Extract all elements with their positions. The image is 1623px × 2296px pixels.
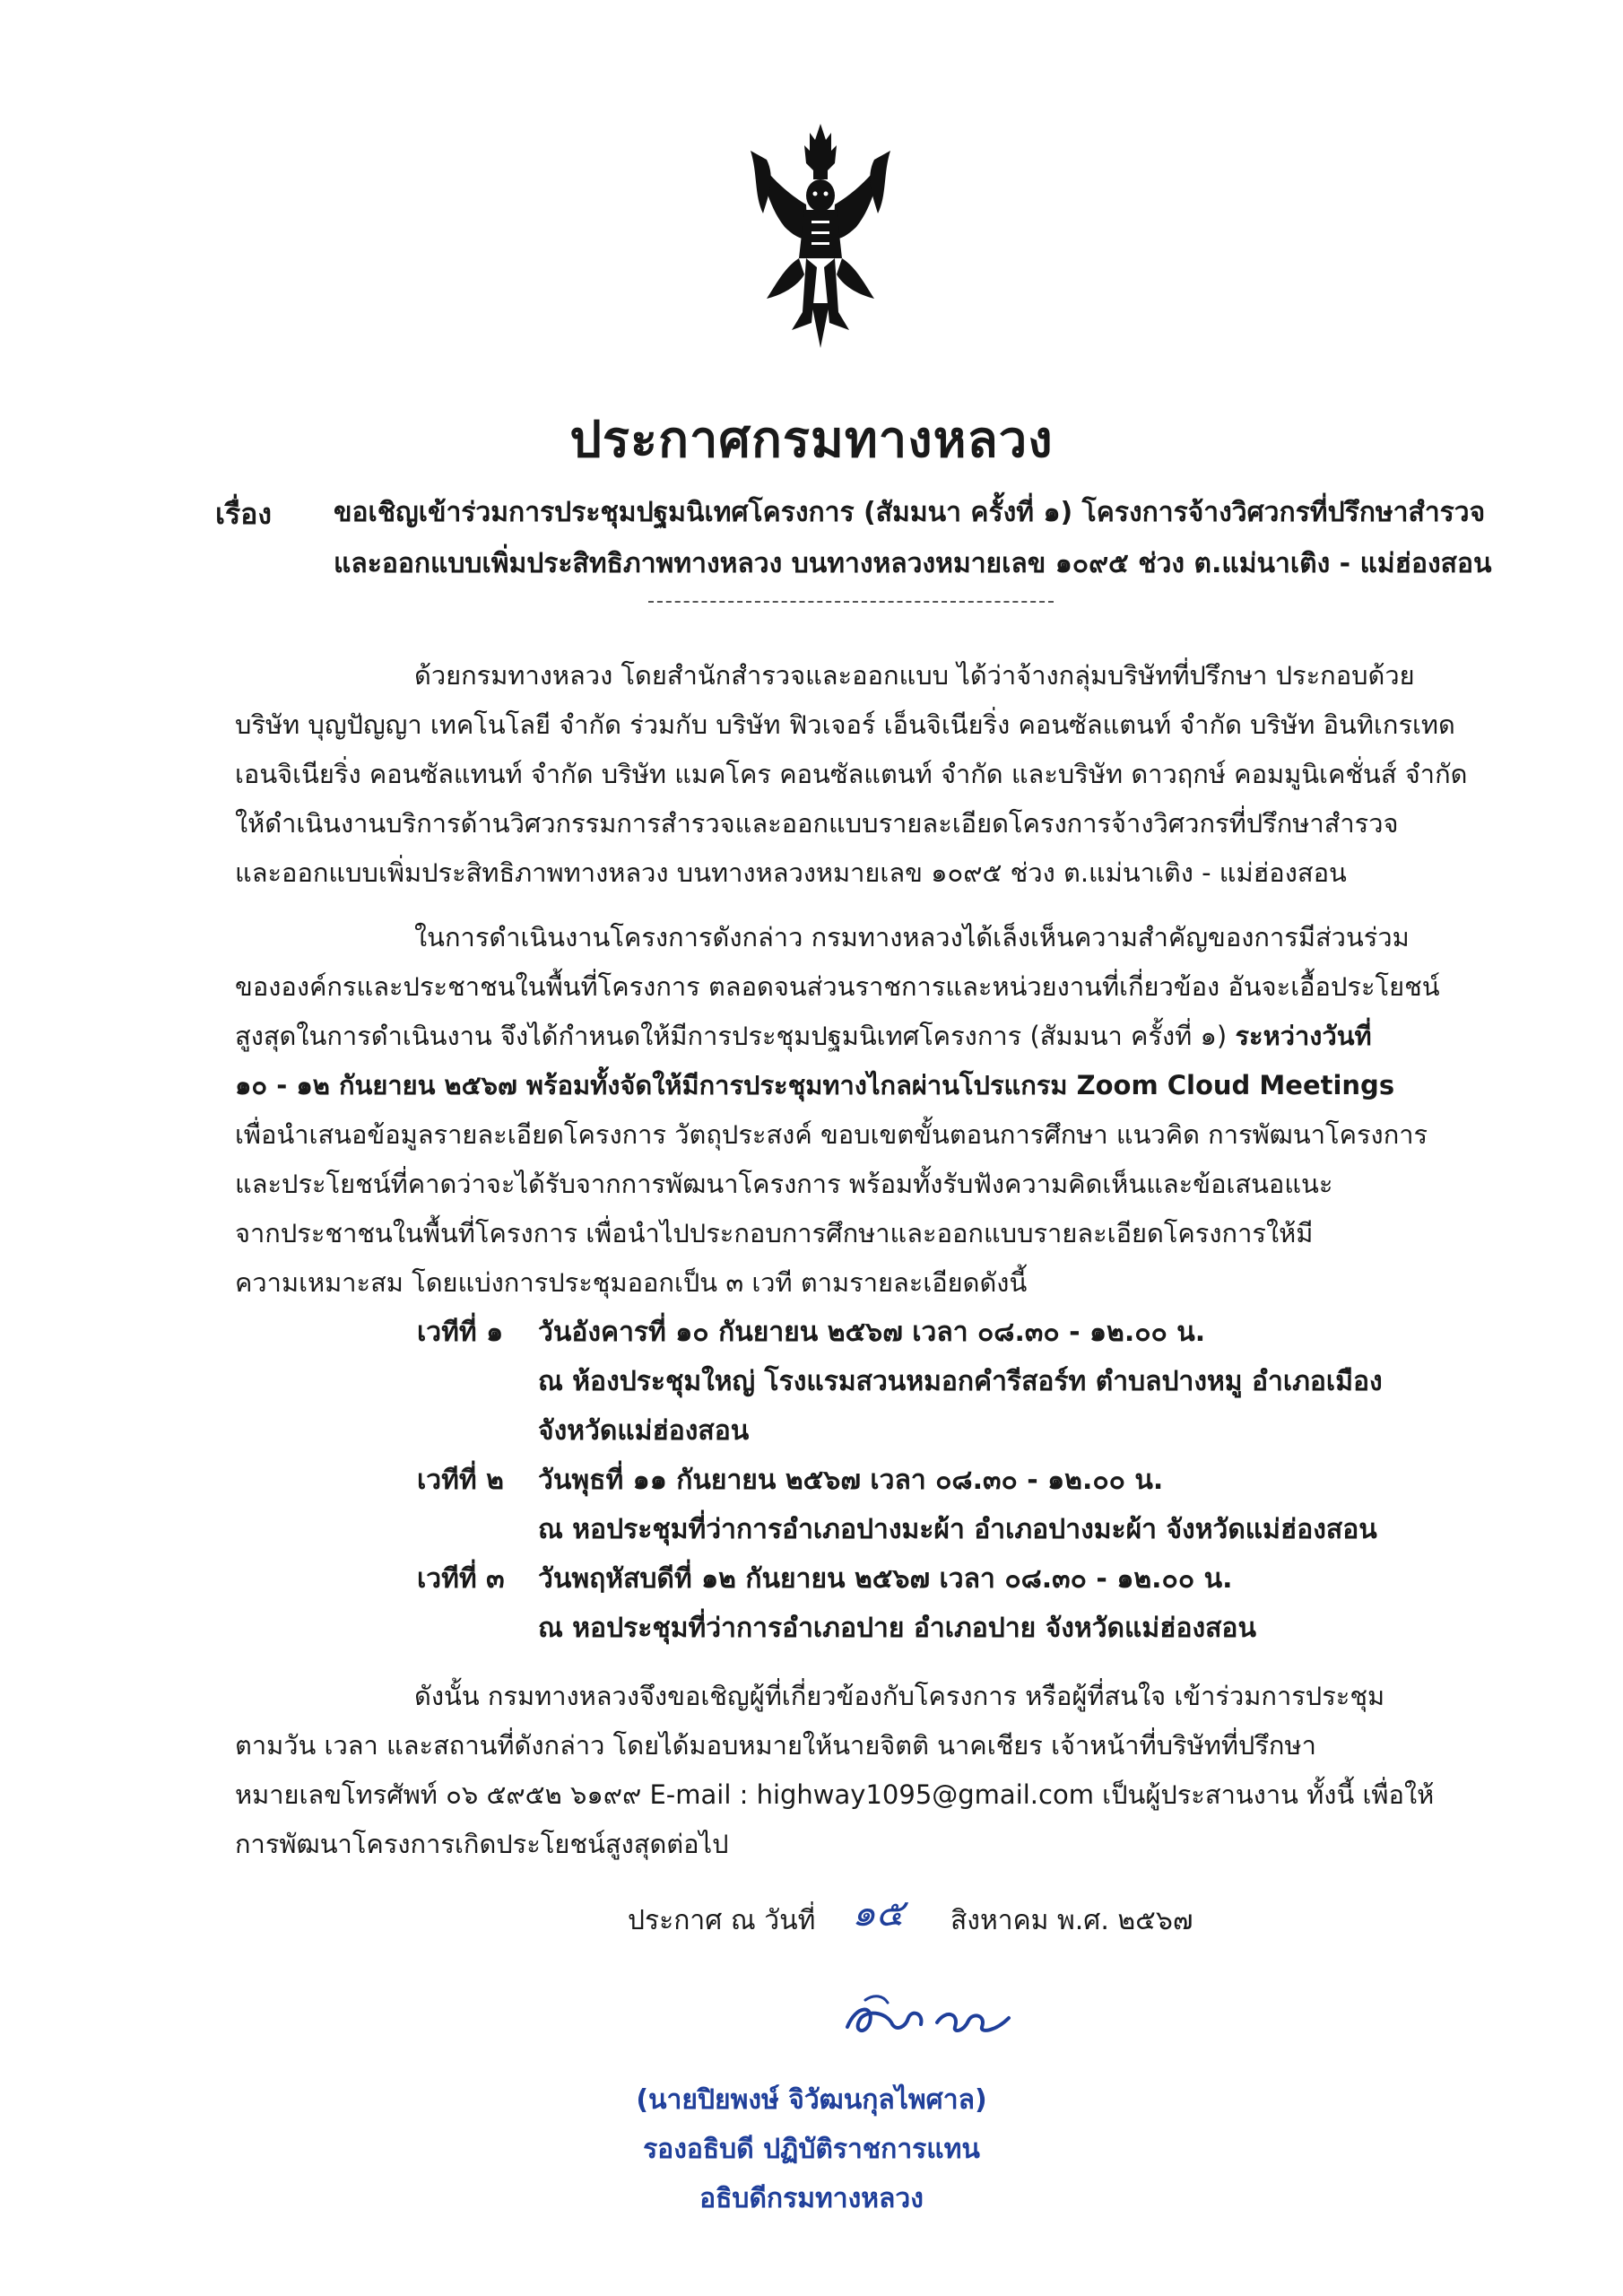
session-label: เวทีที่ ๓: [417, 1563, 505, 1595]
paragraph-text: สูงสุดในการดำเนินงาน จึงได้กำหนดให้มีการประชุมปฐมนิเทศโครงการ (สัมมนา ครั้งที่ ๑): [235, 1021, 1236, 1051]
garuda-emblem: [749, 124, 892, 348]
session-venue: จังหวัดแม่ฮ่องสอน: [538, 1415, 750, 1447]
paragraph-line: เอนจิเนียริ่ง คอนซัลแทนท์ จำกัด บริษัท แมคโคร คอนซัลแตนท์ จำกัด และบริษัท ดาวฤกษ์ คอมมูนิเคชั่นส์ จำกัด: [235, 759, 1468, 789]
announcement-day-handwritten: ๑๕: [852, 1891, 905, 1935]
paragraph-line: ดังนั้น กรมทางหลวงจึงขอเชิญผู้ที่เกี่ยวข้องกับโครงการ หรือผู้ที่สนใจ เข้าร่วมการประชุม: [414, 1681, 1385, 1711]
paragraph-emphasis: ๑๐ - ๑๒ กันยายน ๒๕๖๗ พร้อมทั้งจัดให้มีการประชุมทางไกลผ่านโปรแกรม Zoom Cloud Meetings: [235, 1070, 1395, 1100]
divider: [648, 601, 1054, 603]
signatory-name: (นายปิยพงษ์ จิวัฒนกุลไพศาล): [636, 2084, 987, 2116]
session-date: วันพุธที่ ๑๑ กันยายน ๒๕๖๗ เวลา ๐๘.๓๐ - ๑๒.๐๐ น.: [538, 1465, 1164, 1496]
paragraph-line: จากประชาชนในพื้นที่โครงการ เพื่อนำไปประกอบการศึกษาและออกแบบรายละเอียดโครงการให้มี: [235, 1218, 1314, 1248]
signatory-position: อธิบดีกรมทางหลวง: [699, 2183, 924, 2214]
subject-label: เรื่อง: [215, 497, 272, 531]
session-label: เวทีที่ ๑: [417, 1317, 504, 1348]
session-venue: ณ ห้องประชุมใหญ่ โรงแรมสวนหมอกคำรีสอร์ท ตำบลปางหมู อำเภอเมือง: [538, 1366, 1383, 1397]
paragraph-emphasis: ระหว่างวันที่: [1235, 1021, 1372, 1051]
session-date: วันพฤหัสบดีที่ ๑๒ กันยายน ๒๕๖๗ เวลา ๐๘.๓๐ - ๑๒.๐๐ น.: [538, 1563, 1233, 1595]
paragraph-line: ความเหมาะสม โดยแบ่งการประชุมออกเป็น ๓ เวที ตามรายละเอียดดังนี้: [235, 1267, 1028, 1298]
document-title: ประกาศกรมทางหลวง: [569, 411, 1054, 469]
session-label: เวทีที่ ๒: [417, 1465, 504, 1496]
paragraph-line: ในการดำเนินงานโครงการดังกล่าว กรมทางหลวงได้เล็งเห็นความสำคัญของการมีส่วนร่วม: [414, 922, 1410, 952]
subject-line: และออกแบบเพิ่มประสิทธิภาพทางหลวง บนทางหลวงหมายเลข ๑๐๙๕ ช่วง ต.แม่นาเติง - แม่ฮ่องสอน: [334, 548, 1492, 579]
subject-line: ขอเชิญเข้าร่วมการประชุมปฐมนิเทศโครงการ (สัมมนา ครั้งที่ ๑) โครงการจ้างวิศวกรที่ปรึกษาสำรวจ: [334, 497, 1486, 528]
announcement-label: ประกาศ ณ วันที่: [628, 1905, 816, 1936]
session-venue: ณ หอประชุมที่ว่าการอำเภอปางมะผ้า อำเภอปางมะผ้า จังหวัดแม่ฮ่องสอน: [538, 1514, 1377, 1545]
session-venue: ณ หอประชุมที่ว่าการอำเภอปาย อำเภอปาย จังหวัดแม่ฮ่องสอน: [538, 1613, 1256, 1644]
session-date: วันอังคารที่ ๑๐ กันยายน ๒๕๖๗ เวลา ๐๘.๓๐ - ๑๒.๐๐ น.: [538, 1317, 1206, 1348]
paragraph-line: ให้ดำเนินงานบริการด้านวิศวกรรมการสำรวจและออกแบบรายละเอียดโครงการจ้างวิศวกรที่ปรึกษาสำรวจ: [235, 808, 1399, 839]
paragraph-line: การพัฒนาโครงการเกิดประโยชน์สูงสุดต่อไป: [235, 1829, 729, 1859]
announcement-month-year: สิงหาคม พ.ศ. ๒๕๖๗: [950, 1905, 1193, 1936]
paragraph-line: [235, 1015, 1372, 1057]
paragraph-line: ขององค์กรและประชาชนในพื้นที่โครงการ ตลอดจนส่วนราชการและหน่วยงานที่เกี่ยวข้อง อันจะเอื้อประโยชน์: [235, 971, 1440, 1002]
signature-handwriting: [838, 1987, 1018, 2049]
paragraph-line: และประโยชน์ที่คาดว่าจะได้รับจากการพัฒนาโครงการ พร้อมทั้งรับฟังความคิดเห็นและข้อเสนอแนะ: [235, 1169, 1333, 1199]
paragraph-line: ตามวัน เวลา และสถานที่ดังกล่าว โดยได้มอบหมายให้นายจิตติ นาคเชียร เจ้าหน้าที่บริษัทที่ปรึกษา: [235, 1730, 1316, 1761]
signatory-position: รองอธิบดี ปฏิบัติราชการแทน: [643, 2134, 980, 2165]
paragraph-line: เพื่อนำเสนอข้อมูลรายละเอียดโครงการ วัตถุประสงค์ ขอบเขตขั้นตอนการศึกษา แนวคิด การพัฒนาโครงการ: [235, 1119, 1428, 1150]
paragraph-line: และออกแบบเพิ่มประสิทธิภาพทางหลวง บนทางหลวงหมายเลข ๑๐๙๕ ช่วง ต.แม่นาเติง - แม่ฮ่องสอน: [235, 857, 1347, 888]
paragraph-line: ด้วยกรมทางหลวง โดยสำนักสำรวจและออกแบบ ได้ว่าจ้างกลุ่มบริษัทที่ปรึกษา ประกอบด้วย: [414, 660, 1415, 691]
paragraph-line: หมายเลขโทรศัพท์ ๐๖ ๕๙๕๒ ๖๑๙๙ E-mail : highway1095@gmail.com เป็นผู้ประสานงาน ทั้งนี้ เพื่อให้: [235, 1779, 1435, 1810]
paragraph-line: บริษัท บุญปัญญา เทคโนโลยี จำกัด ร่วมกับ บริษัท ฟิวเจอร์ เอ็นจิเนียริ่ง คอนซัลแตนท์ จำกัด บริษัท อินทิเกรเทด: [235, 709, 1455, 740]
